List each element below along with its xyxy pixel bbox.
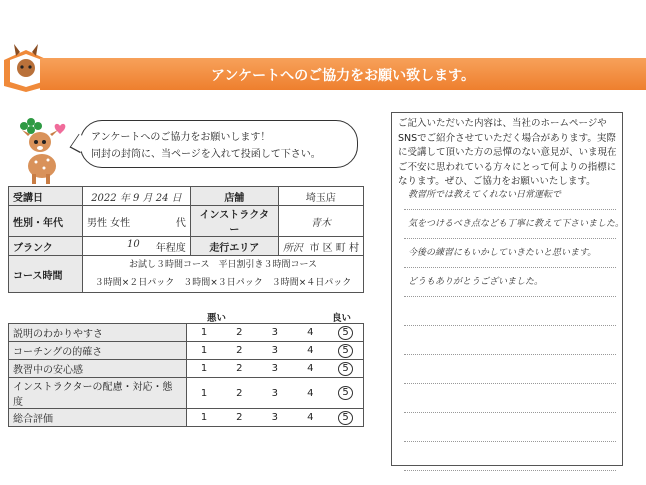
rating-option-2[interactable]: 2 — [222, 360, 258, 378]
rating-question: 総合評価 — [9, 409, 187, 427]
store-label: 店舗 — [190, 187, 278, 206]
gender-age-label: 性別・年代 — [9, 206, 83, 237]
header-banner — [40, 58, 646, 90]
rating-option-5[interactable] — [328, 324, 364, 342]
rating-row — [9, 360, 364, 378]
course-line-1: お試し３時間コース 平日割引き３時間コース — [128, 260, 318, 270]
rating-option-4[interactable]: 4 — [293, 342, 329, 360]
rating-option-1[interactable]: 1 — [186, 409, 222, 427]
rating-question: コーチングの的確さ — [9, 342, 187, 360]
rating-table — [8, 323, 364, 427]
blank-value: 10 — [127, 238, 140, 250]
banner-title: アンケートへのご協力をお願い致します。 — [210, 68, 476, 84]
course-label: コース時間 — [9, 256, 83, 293]
area-cell — [278, 237, 363, 256]
blank-suffix: 年程度 — [155, 242, 186, 254]
rating-option-2[interactable]: 2 — [222, 324, 258, 342]
rating-scale-header — [8, 308, 364, 323]
area-suffix: 市 区 町 村 — [309, 242, 359, 254]
date-value: 2022 年 9 月 24 日 — [83, 187, 191, 206]
ruled-line — [404, 383, 616, 384]
rating-option-3[interactable]: 3 — [257, 409, 293, 427]
survey-info-table — [8, 186, 364, 293]
rating-section — [8, 308, 364, 427]
ruled-line — [404, 296, 616, 297]
rating-row — [9, 342, 364, 360]
rating-option-1[interactable]: 1 — [186, 360, 222, 378]
bubble-line-1: アンケートへのご協力をお願いします！ — [91, 132, 271, 143]
rating-option-3[interactable]: 3 — [257, 324, 293, 342]
rating-row — [9, 409, 364, 427]
rating-option-3[interactable]: 3 — [257, 342, 293, 360]
handwritten-comment-line: 今後の練習にもいかしていきたいと思います。 — [408, 248, 597, 258]
rating-option-1[interactable]: 1 — [186, 378, 222, 409]
rating-option-5[interactable] — [328, 360, 364, 378]
rating-option-3[interactable]: 3 — [257, 360, 293, 378]
ruled-line — [404, 412, 616, 413]
rating-option-3[interactable]: 3 — [257, 378, 293, 409]
handwritten-comment-line: 気をつけるべき点なども丁寧に教えて下さいました。 — [408, 219, 625, 229]
date-label: 受講日 — [9, 187, 83, 206]
handwritten-comment-line: 教習所では教えてくれない日常運転で — [408, 190, 562, 200]
store-value: 埼玉店 — [278, 187, 363, 206]
blank-cell — [83, 237, 191, 256]
bubble-line-2: 同封の封筒に、当ページを入れて投函して下さい。 — [91, 149, 321, 160]
instructor-label: インストラクター — [190, 206, 278, 237]
logo-text: AGAKU — [14, 77, 38, 84]
ruled-line — [404, 354, 616, 355]
ruled-line — [404, 325, 616, 326]
rating-option-2[interactable]: 2 — [222, 342, 258, 360]
rating-option-1[interactable]: 1 — [186, 324, 222, 342]
instruction-speech-bubble — [80, 120, 358, 168]
instructor-value: 青木 — [278, 206, 363, 237]
selected-rating-circle: 5 — [338, 362, 353, 376]
selected-rating-circle: 5 — [338, 326, 353, 340]
comment-intro: ご記入いただいた内容は、当社のホームページやSNSでご紹介させていただく場合があります。実際に受講して頂いた方の忌憚のない意見が、いま現在ご不安に思われている方々にとって何よりの指標になります。ぜひ、ご協力をお願いいたします。 — [398, 118, 617, 187]
rating-option-5[interactable] — [328, 409, 364, 427]
rating-option-2[interactable]: 2 — [222, 378, 258, 409]
bad-label: 悪い — [207, 313, 227, 324]
rating-question: インストラクターの配慮・対応・態度 — [9, 378, 187, 409]
selected-rating-circle: 5 — [338, 411, 353, 425]
comment-box — [391, 112, 623, 466]
rating-row — [9, 324, 364, 342]
course-options — [83, 256, 364, 293]
rating-question: 教習中の安心感 — [9, 360, 187, 378]
rating-option-5[interactable] — [328, 378, 364, 409]
ruled-line — [404, 267, 616, 268]
age-suffix: 代 — [175, 217, 186, 229]
deer-mascot-illustration — [14, 112, 70, 184]
ruled-line — [404, 209, 616, 210]
rating-option-4[interactable]: 4 — [293, 409, 329, 427]
course-line-2: ３時間×２日パック ３時間×３日パック ３時間×４日パック — [94, 278, 352, 288]
handwritten-comment-line: どうもありがとうございました。 — [408, 277, 544, 287]
gender-age-cell — [83, 206, 191, 237]
rating-option-1[interactable]: 1 — [186, 342, 222, 360]
rating-option-2[interactable]: 2 — [222, 409, 258, 427]
ruled-line — [404, 470, 616, 471]
selected-rating-circle: 5 — [338, 386, 353, 400]
rating-question: 説明のわかりやすさ — [9, 324, 187, 342]
rating-option-4[interactable]: 4 — [293, 378, 329, 409]
ruled-line — [404, 238, 616, 239]
good-label: 良い — [332, 313, 352, 324]
rating-option-4[interactable]: 4 — [293, 360, 329, 378]
rating-row — [9, 378, 364, 409]
area-value: 所沢 — [282, 242, 303, 254]
gender-options: 男性 女性 — [87, 217, 131, 229]
rating-option-4[interactable]: 4 — [293, 324, 329, 342]
blank-label: ブランク — [9, 237, 83, 256]
area-label: 走行エリア — [190, 237, 278, 256]
ruled-line — [404, 441, 616, 442]
selected-rating-circle: 5 — [338, 344, 353, 358]
rating-option-5[interactable] — [328, 342, 364, 360]
